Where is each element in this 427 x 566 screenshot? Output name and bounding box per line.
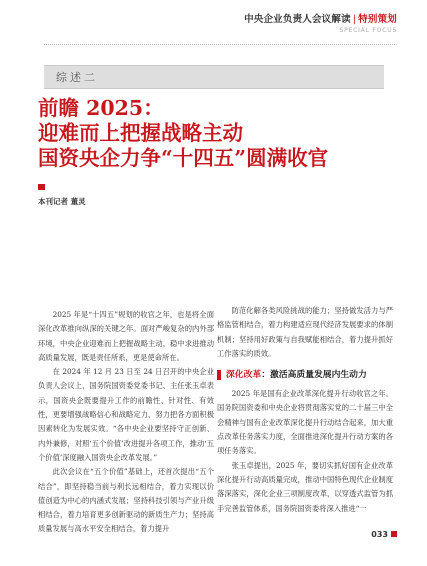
title-line-2: 迎难而上把握战略主动 bbox=[38, 121, 243, 145]
header-main-text: 中央企业负责人会议解读 bbox=[244, 14, 351, 25]
column-right bbox=[217, 304, 393, 516]
section-heading bbox=[217, 366, 393, 384]
paragraph: 防范化解各类风险挑战的能力；坚持做发活力与严格监管相结合，着力构建适应现代经济发展要求的体制机制；坚持用好政策与自我赋能相结合，着力提升抓好工作落实的质效。 bbox=[217, 306, 393, 358]
title-line-3: 国资央企力争“十四五”圆满收官 bbox=[38, 146, 329, 170]
header-title bbox=[244, 11, 397, 25]
section-heading-rest: ：激活高质量发展内生动力 bbox=[261, 370, 367, 381]
section-heading-text bbox=[226, 368, 367, 382]
page-number-text: 033 bbox=[371, 530, 388, 539]
title-accent-block bbox=[38, 184, 45, 190]
paragraph: 2025 年是“十四五”规划的收官之年，也是将全面深化改革推向纵深的关键之年。面对严峻复杂的内外部环境，中央企业迎难而上把握战略主动，稳中求进推动高质量发展，既是责任所系，更是使命所在。 bbox=[38, 310, 214, 362]
header-divider bbox=[44, 44, 397, 45]
article-title bbox=[38, 96, 328, 171]
section-badge-label: 综述二 bbox=[56, 71, 98, 84]
page-number bbox=[371, 530, 397, 539]
paragraph: 此次会议在“五个价值”基础上，还首次提出“五个结合”，即坚持稳当前与利长远相结合，着力实现以价值创造为中心的内涵式发展；坚持科技引领与产业升级相结合，着力培育更多创新驱动的新质生产力；坚持高质量发展与高水平安全相结合，着力提升 bbox=[38, 467, 214, 534]
page-number-marker bbox=[391, 531, 397, 537]
header-subtitle: SPECIAL FOCUS bbox=[339, 27, 397, 34]
page-header bbox=[0, 0, 427, 54]
section-badge bbox=[44, 65, 384, 89]
column-left bbox=[38, 308, 214, 537]
title-line-1: 前瞻 2025： bbox=[38, 96, 164, 120]
paragraph: 张玉卓提出，2025 年，要切实抓好国有企业改革深化提升行动高质量完成，推动中国特色现代企业制度落深落实，深化企业三项制度改革，以穿透式监管为抓手完善监管体系，国务院国资委将深入推进“一 bbox=[217, 460, 393, 513]
section-heading-accent: 深化改革 bbox=[226, 370, 262, 381]
header-category: 特别策划 bbox=[358, 14, 397, 25]
section-heading-marker bbox=[217, 370, 221, 380]
header-separator: | bbox=[352, 14, 357, 25]
byline: 本刊记者 董灵 bbox=[38, 197, 86, 206]
paragraph: 2025 年是国有企业改革深化提升行动收官之年。国务院国资委和中央企业将贯彻落实党的二十届三中全会精神与国有企业改革深化提升行动结合起来，加大重点改革任务落实力度，全面推进深化提升行动方案的各项任务落实。 bbox=[217, 389, 393, 456]
paragraph: 在 2024 年 12 月 23 日至 24 日召开的中央企业负责人会议上，国务院国资委党委书记、主任张玉卓表示，国资央企既要提升工作的前瞻性、针对性、有效性，更要增强战略信心和战略定力，努力把各方面积极因素转化为发展实效。“各中央企业要坚持守正创新、内外兼修，对照‘五个价值’改进提升各项工作，推动‘五个价值’深度融入国资央企改革发展。” bbox=[38, 367, 214, 462]
